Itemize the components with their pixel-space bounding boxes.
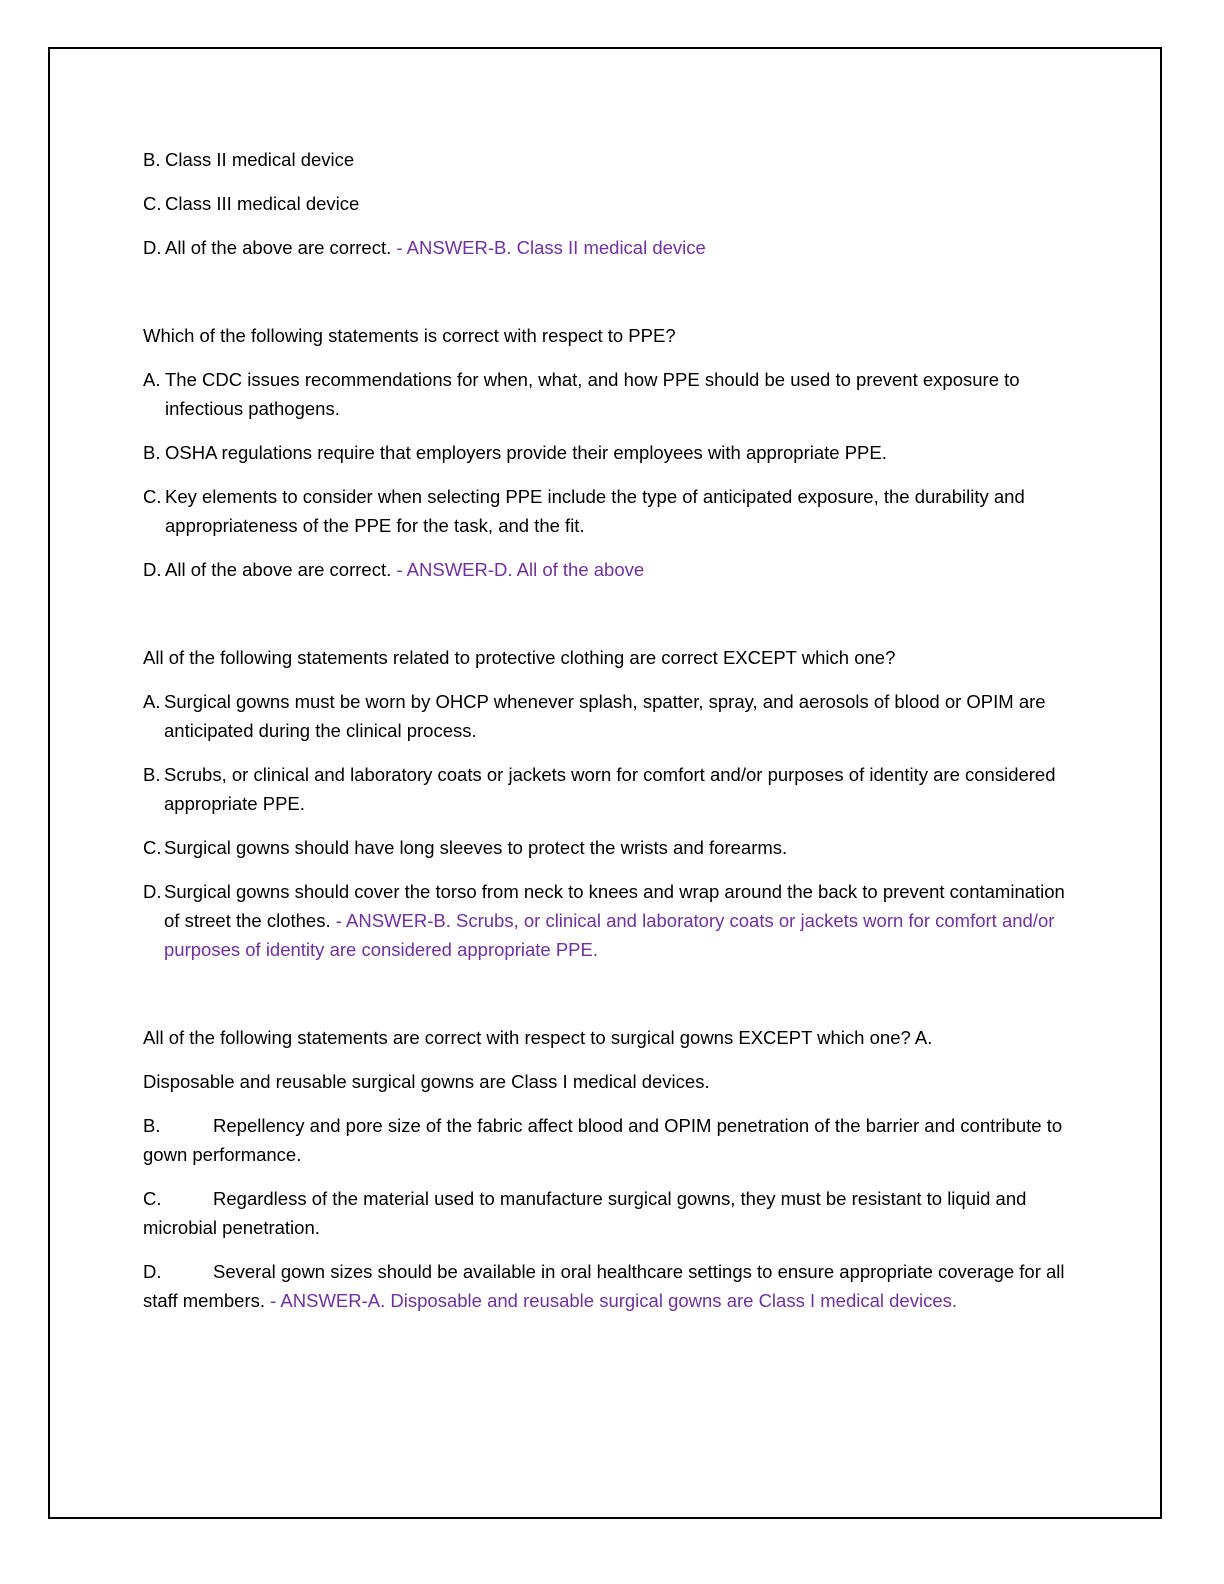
option-text: Surgical gowns should cover the torso from neck to knees and wrap around the back to prevent contamination of street the clothes.	[164, 881, 1065, 931]
option-letter: C.	[143, 193, 162, 214]
option-text: Key elements to consider when selecting PPE include the type of anticipated exposure, the durability and appropriateness of the PPE for the task, and the fit.	[165, 486, 1025, 536]
option-letter: B.	[143, 1115, 161, 1136]
option-text: Repellency and pore size of the fabric affect blood and OPIM penetration of the barrier and contribute to gown performance.	[143, 1115, 1063, 1165]
option-letter: D.	[143, 881, 162, 902]
option	[143, 189, 1073, 218]
option-letter: B.	[143, 764, 161, 785]
option-text: Class III medical device	[165, 193, 360, 214]
option-letter: D.	[143, 237, 162, 258]
option-letter: A.	[143, 369, 161, 390]
option	[143, 438, 1073, 467]
option	[143, 760, 1073, 818]
option-text: OSHA regulations require that employers provide their employees with appropriate PPE.	[165, 442, 887, 463]
answer-text: - ANSWER-D. All of the above	[396, 559, 645, 580]
option	[143, 687, 1073, 745]
option	[143, 482, 1073, 540]
option-letter: B.	[143, 149, 161, 170]
document-content	[143, 145, 1073, 1330]
answer-text: - ANSWER-A. Disposable and reusable surgical gowns are Class I medical devices.	[270, 1290, 958, 1311]
option	[143, 365, 1073, 423]
spacer	[143, 979, 1073, 1023]
option-text: Several gown sizes should be available in oral healthcare settings to ensure appropriate coverage for all staff members.	[143, 1261, 1065, 1311]
option-text: Surgical gowns must be worn by OHCP whenever splash, spatter, spray, and aerosols of blood or OPIM are anticipated during the clinical process.	[164, 691, 1046, 741]
option	[143, 1111, 1073, 1169]
option-text: Surgical gowns should have long sleeves to protect the wrists and forearms.	[164, 837, 788, 858]
option-text: Regardless of the material used to manufacture surgical gowns, they must be resistant to liquid and microbial penetration.	[143, 1188, 1027, 1238]
option	[143, 145, 1073, 174]
option-letter: C.	[143, 837, 162, 858]
option-with-answer	[165, 233, 1073, 262]
option-letter: C.	[143, 1188, 162, 1209]
option-with-answer	[164, 877, 1073, 964]
question-text: Which of the following statements is correct with respect to PPE?	[143, 325, 676, 346]
option-letter: A.	[143, 691, 161, 712]
spacer	[143, 599, 1073, 643]
option-a-text: Disposable and reusable surgical gowns are Class I medical devices.	[143, 1071, 710, 1092]
option-letter: C.	[143, 486, 162, 507]
option-letter: D.	[143, 559, 162, 580]
option	[143, 833, 1073, 862]
option	[143, 877, 1073, 964]
option-letter: B.	[143, 442, 161, 463]
spacer	[143, 277, 1073, 321]
option-text: All of the above are correct.	[165, 237, 392, 258]
option	[143, 233, 1073, 262]
option-with-answer	[165, 555, 1073, 584]
question-text: All of the following statements related to protective clothing are correct EXCEPT which one?	[143, 647, 896, 668]
question-text: All of the following statements are correct with respect to surgical gowns EXCEPT which one? A.	[143, 1027, 933, 1048]
answer-text: - ANSWER-B. Scrubs, or clinical and laboratory coats or jackets worn for comfort and/or purposes of identity are considered appropriate PPE.	[164, 910, 1055, 960]
answer-text: - ANSWER-B. Class II medical device	[396, 237, 706, 258]
option-letter: D.	[143, 1261, 162, 1282]
option	[143, 1184, 1073, 1242]
option-text: All of the above are correct.	[165, 559, 392, 580]
option-text: Scrubs, or clinical and laboratory coats or jackets worn for comfort and/or purposes of identity are considered appropriate PPE.	[164, 764, 1056, 814]
option-text: The CDC issues recommendations for when, what, and how PPE should be used to prevent exposure to infectious pathogens.	[165, 369, 1020, 419]
option	[143, 555, 1073, 584]
option	[143, 1257, 1073, 1315]
option-text: Class II medical device	[165, 149, 355, 170]
